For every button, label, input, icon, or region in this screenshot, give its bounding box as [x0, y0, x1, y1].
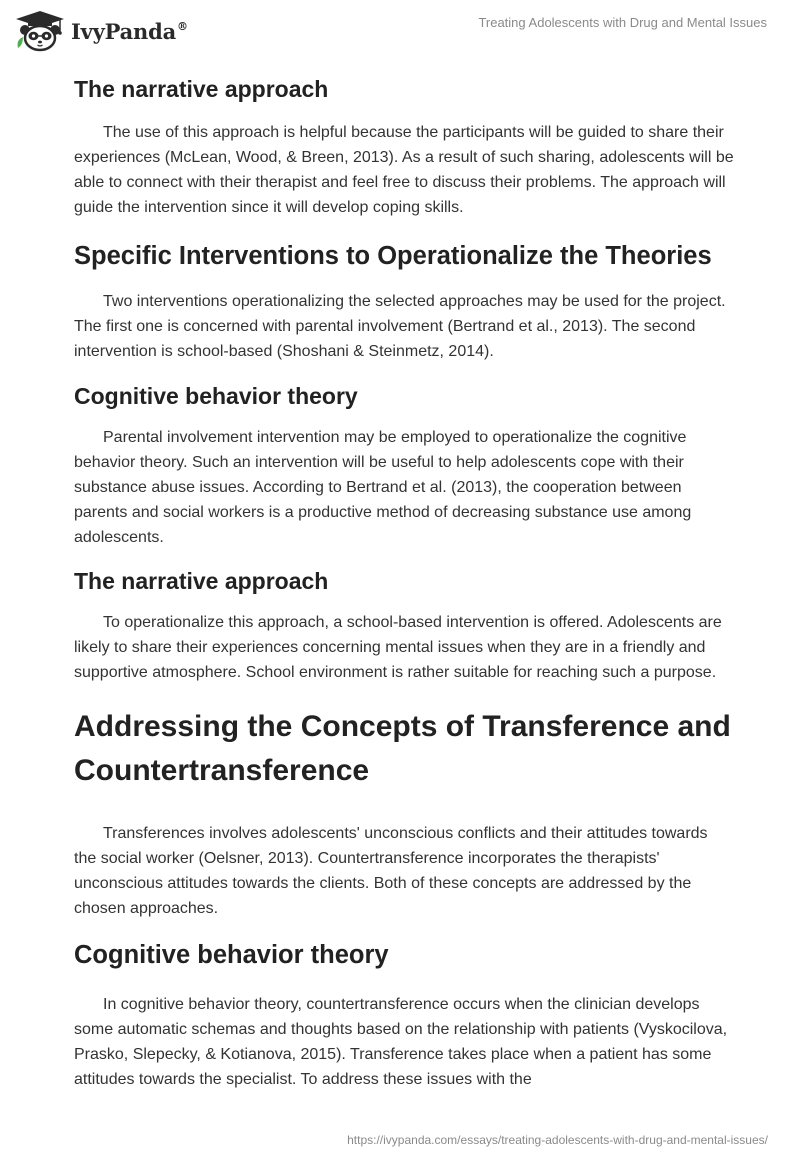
section-paragraph: Two interventions operationalizing the selected approaches may be used for the project. The first one is concerned with parental involvement (Bertrand et al., 2013). The second intervention is school-based (Shoshani & Steinmetz, 2014). — [74, 293, 726, 360]
chapter-heading: Addressing the Concepts of Transference and Countertransference — [74, 710, 731, 787]
article-body — [74, 70, 734, 1092]
section-heading: The narrative approach — [74, 76, 329, 102]
section-paragraph: The use of this approach is helpful because the participants will be guided to share their experiences (McLean, Wood, & Breen, 2013). As a result of such sharing, adolescents will be able to connect with their therapist and feel free to discuss their problems. The approach will guide the intervention since it will develop coping skills. — [74, 124, 734, 216]
section-heading: Cognitive behavior theory — [74, 941, 389, 969]
brand-name: IvyPanda® — [71, 18, 188, 44]
ivypanda-logo[interactable] — [14, 10, 188, 52]
section-paragraph: In cognitive behavior theory, countertransference occurs when the clinician develops some automatic schemas and thoughts based on the relationship with patients (Vyskocilova, Prasko, Slepecky, & Kotianova, 2015). Transference takes place when a patient has some attitudes towards the specialist. To address these issues with the — [74, 996, 728, 1088]
document-title: Treating Adolescents with Drug and Mental Issues — [478, 15, 767, 30]
section-paragraph: Parental involvement intervention may be employed to operationalize the cognitive behavior theory. Such an intervention will be useful to help adolescents cope with their substance abuse issues. According to Bertrand et al. (2013), the cooperation between parents and social workers is a productive method of decreasing substance use among adolescents. — [74, 429, 692, 546]
source-url-link[interactable]: https://ivypanda.com/essays/treating-adolescents-with-drug-and-mental-issues/ — [347, 1133, 768, 1147]
section-paragraph: Transferences involves adolescents' unconscious conflicts and their attitudes towards the social worker (Oelsner, 2013). Countertransference incorporates the therapists' unconscious attitudes towards the clients. Both of these concepts are addressed by the chosen approaches. — [74, 825, 708, 917]
panda-graduate-icon — [14, 10, 66, 52]
page-header — [0, 0, 800, 60]
section-heading: Specific Interventions to Operationalize the Theories — [74, 242, 712, 270]
section-heading: Cognitive behavior theory — [74, 383, 358, 409]
section-heading: The narrative approach — [74, 568, 329, 594]
section-paragraph: To operationalize this approach, a school-based intervention is offered. Adolescents are likely to share their experiences concerning mental issues when they are in a friendly and supportive atmosphere. School environment is rather suitable for reaching such a purpose. — [74, 614, 722, 681]
